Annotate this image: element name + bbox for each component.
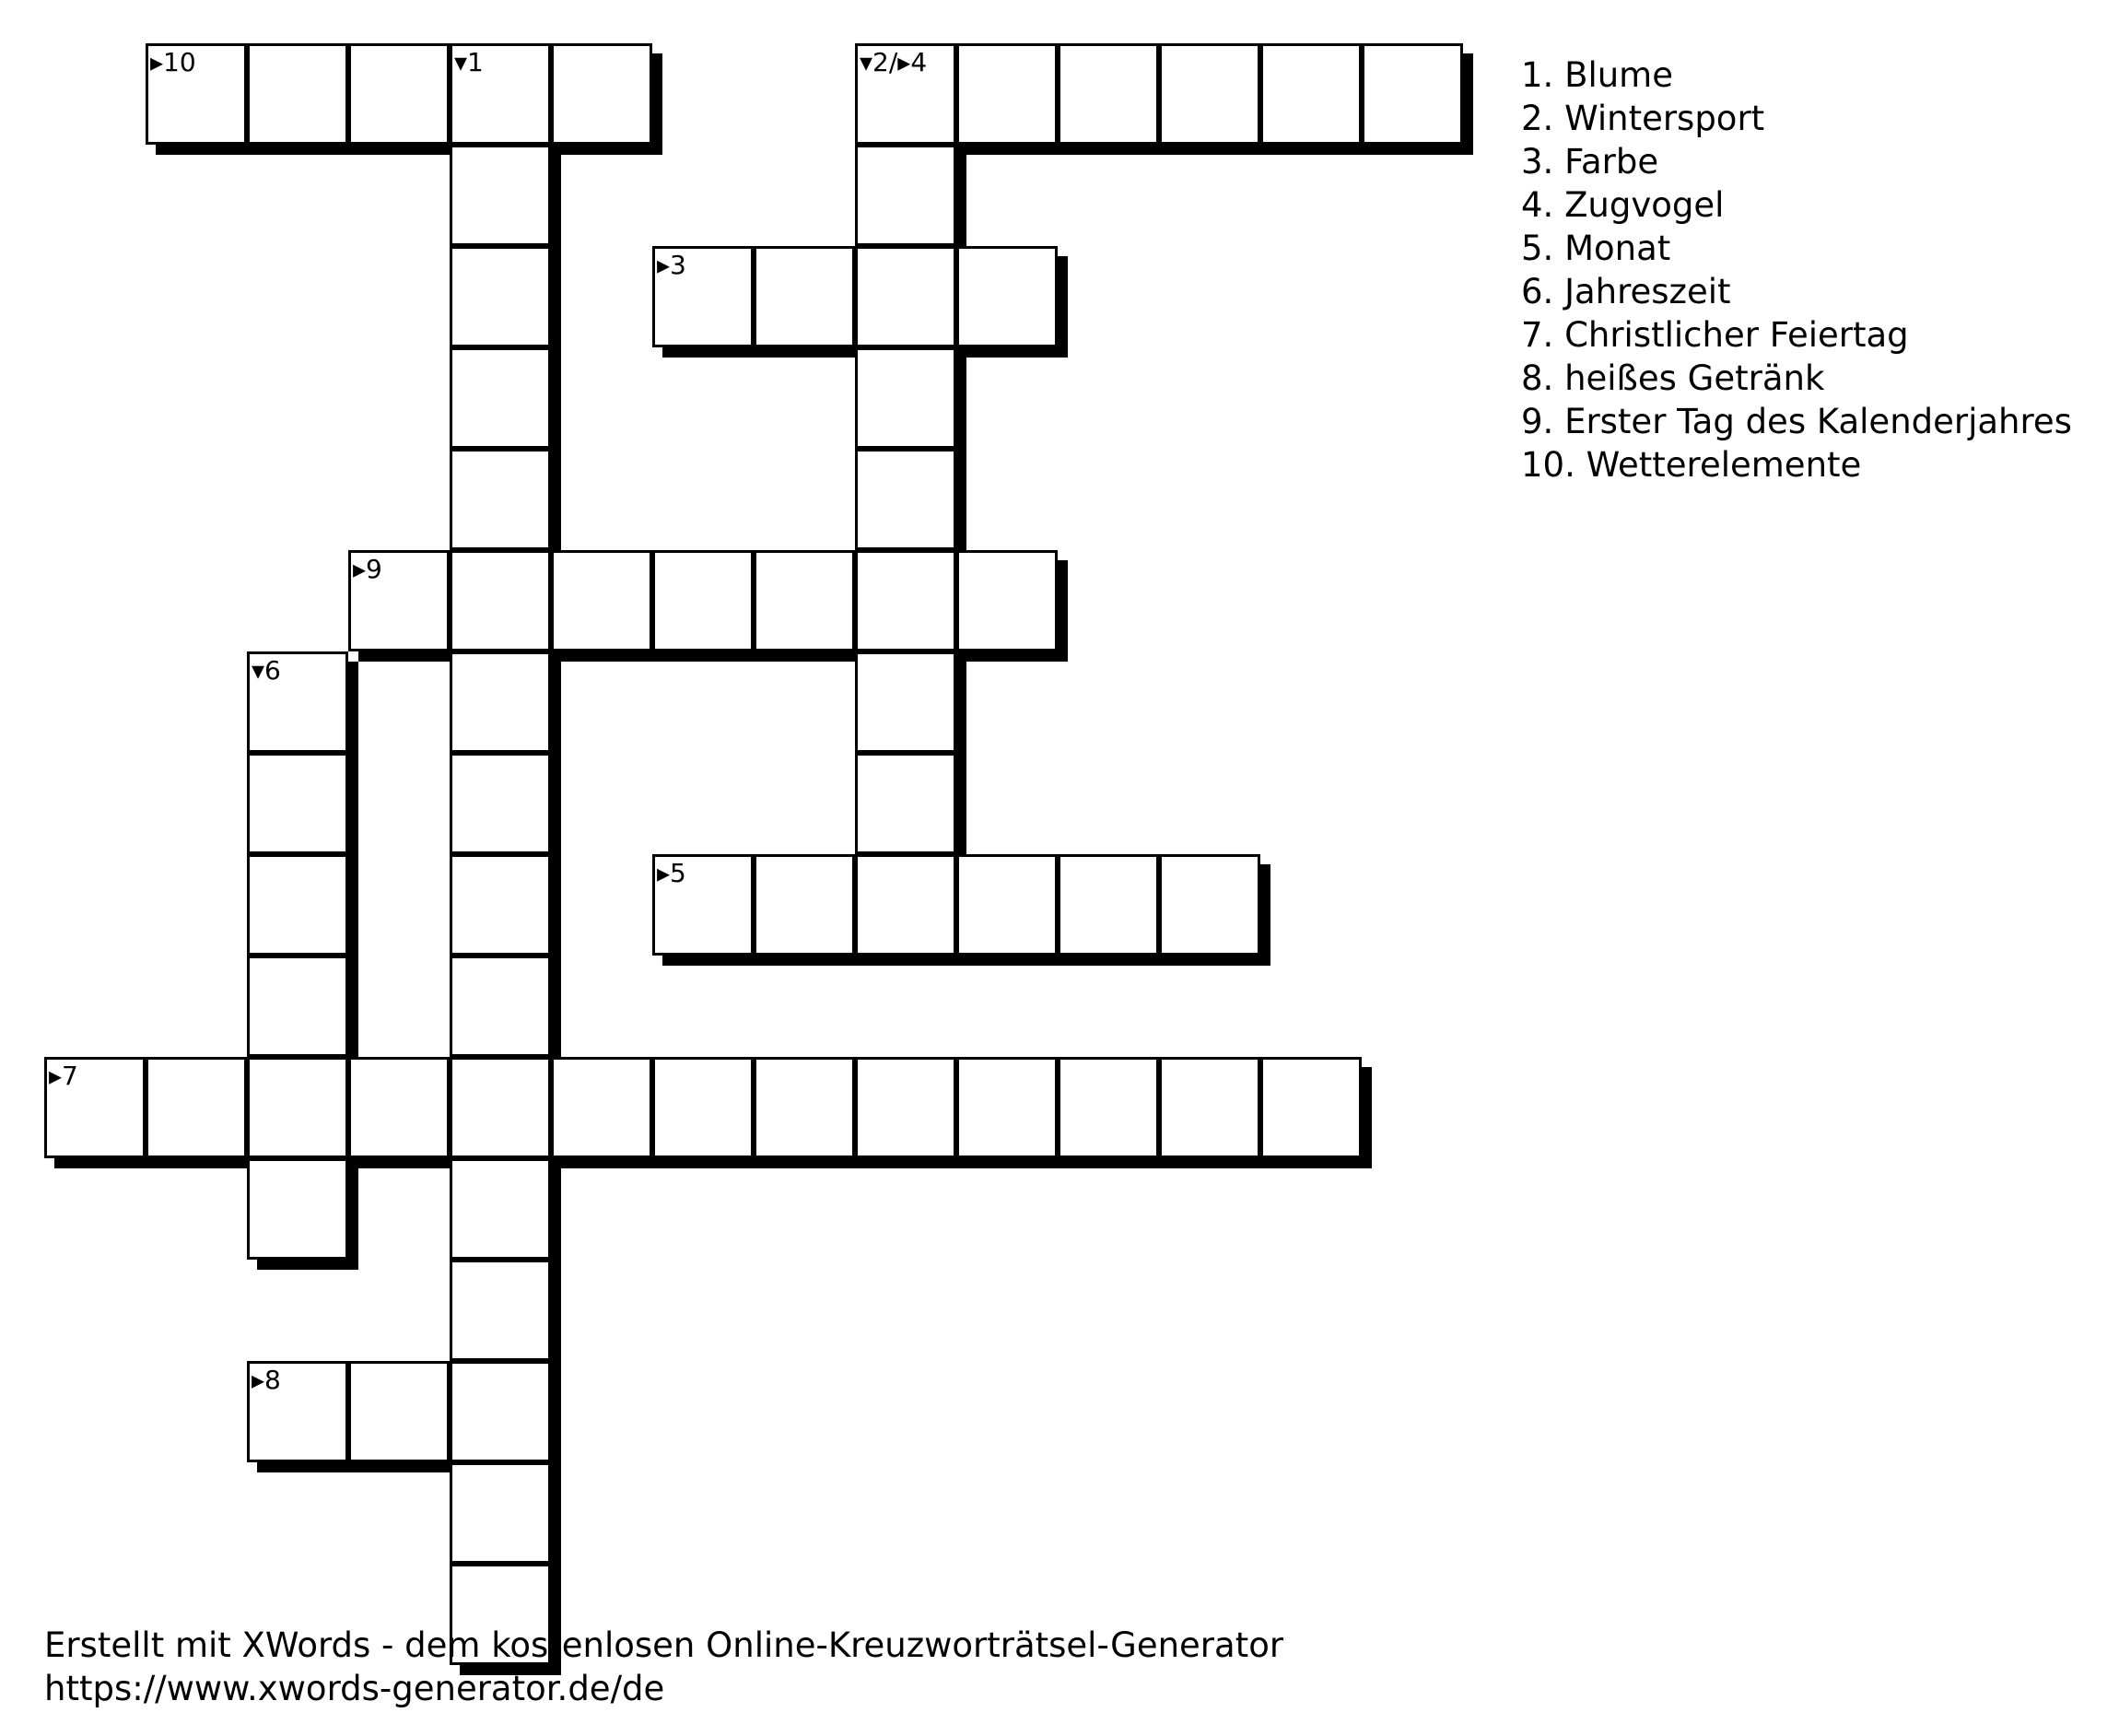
cell-shadow: [956, 459, 966, 560]
cell-shadow: [652, 53, 662, 155]
cell-shadow: [551, 1371, 561, 1472]
crossword-cell[interactable]: [450, 246, 551, 347]
cell-shadow: [1058, 256, 1068, 358]
cell-shadow: [551, 763, 561, 864]
cell-shadow: [551, 662, 561, 763]
cell-shadow: [551, 358, 561, 459]
cell-shadow: [1068, 956, 1169, 966]
crossword-cell[interactable]: [1058, 1057, 1159, 1158]
cell-shadow: [956, 358, 966, 459]
cell-shadow: [966, 145, 1068, 155]
crossword-cell[interactable]: [348, 550, 450, 651]
crossword-cell[interactable]: [247, 43, 348, 145]
cell-shadow: [348, 1168, 358, 1270]
crossword-cell[interactable]: [450, 1057, 551, 1158]
cell-shadow: [561, 145, 662, 155]
crossword-cell[interactable]: [1362, 43, 1463, 145]
crossword-cell[interactable]: [652, 550, 754, 651]
footer-credit: Erstellt mit XWords - dem kostenlosen Online-Kreuzworträtsel-Generator: [44, 1625, 1284, 1665]
cell-shadow: [764, 347, 865, 358]
cell-shadow: [348, 662, 358, 763]
cell-shadow: [966, 1158, 1068, 1168]
crossword-cell[interactable]: [956, 246, 1058, 347]
cell-shadow: [551, 155, 561, 256]
footer-url[interactable]: https://www.xwords-generator.de/de: [44, 1669, 665, 1708]
crossword-cell[interactable]: [450, 956, 551, 1057]
cell-shadow: [966, 651, 1068, 662]
crossword-cell[interactable]: [1260, 1057, 1362, 1158]
crossword-cell[interactable]: [754, 854, 855, 956]
clue-number-label: ▸10: [150, 47, 196, 77]
cell-shadow: [865, 956, 966, 966]
clue-item: 4. Zugvogel: [1521, 185, 1725, 225]
crossword-cell[interactable]: [652, 1057, 754, 1158]
crossword-cell[interactable]: [146, 43, 247, 145]
cell-shadow: [956, 155, 966, 256]
cell-shadow: [348, 763, 358, 864]
footer: [44, 1624, 1283, 1710]
cell-shadow: [764, 1158, 865, 1168]
cell-shadow: [551, 1270, 561, 1371]
cell-shadow: [1068, 145, 1169, 155]
crossword-cell[interactable]: [1058, 43, 1159, 145]
crossword-cell[interactable]: [551, 1057, 652, 1158]
cell-shadow: [764, 651, 865, 662]
crossword-cell[interactable]: [1159, 854, 1260, 956]
crossword-cell[interactable]: [652, 246, 754, 347]
clue-number-label: ▸8: [252, 1365, 281, 1395]
crossword-cell[interactable]: [855, 854, 956, 956]
cell-shadow: [54, 1158, 156, 1168]
clue-number-label: ▸5: [657, 858, 686, 888]
clue-item: 9. Erster Tag des Kalenderjahres: [1521, 402, 2072, 441]
crossword-cell[interactable]: [956, 550, 1058, 651]
crossword-cell[interactable]: [450, 550, 551, 651]
crossword-cell[interactable]: [348, 1057, 450, 1158]
cell-shadow: [662, 1158, 764, 1168]
clue-item: 1. Blume: [1521, 55, 1673, 95]
clue-list: [1521, 53, 2072, 487]
crossword-cell[interactable]: [1058, 854, 1159, 956]
cell-shadow: [956, 763, 966, 864]
cell-shadow: [358, 145, 460, 155]
cell-shadow: [1068, 1158, 1169, 1168]
cell-shadow: [156, 145, 257, 155]
crossword-cell[interactable]: [247, 854, 348, 956]
crossword-cell[interactable]: [348, 43, 450, 145]
crossword-cell[interactable]: [956, 854, 1058, 956]
cell-shadow: [1270, 145, 1372, 155]
cell-shadow: [1260, 864, 1270, 966]
crossword-cell[interactable]: [450, 753, 551, 854]
cell-shadow: [561, 651, 662, 662]
cell-shadow: [966, 956, 1068, 966]
crossword-cell[interactable]: [450, 43, 551, 145]
clue-item: 5. Monat: [1521, 229, 1671, 268]
crossword-cell[interactable]: [247, 1361, 348, 1462]
cell-shadow: [257, 145, 358, 155]
crossword-cell[interactable]: [348, 1361, 450, 1462]
cell-shadow: [1270, 1158, 1372, 1168]
clue-number-label: ▸9: [353, 554, 382, 584]
crossword-cell[interactable]: [754, 1057, 855, 1158]
crossword-cell[interactable]: [855, 145, 956, 246]
crossword-cell[interactable]: [44, 1057, 146, 1158]
cell-shadow: [551, 1168, 561, 1270]
clue-number-label: ▸3: [657, 250, 686, 280]
crossword-cell[interactable]: [855, 550, 956, 651]
crossword-cell[interactable]: [1260, 43, 1362, 145]
cell-shadow: [257, 1462, 358, 1472]
crossword-cell[interactable]: [247, 753, 348, 854]
cell-shadow: [156, 1158, 257, 1168]
cell-shadow: [358, 651, 460, 662]
crossword-cell[interactable]: [855, 753, 956, 854]
cell-shadow: [348, 966, 358, 1067]
crossword-cell[interactable]: [551, 550, 652, 651]
clue-item: 6. Jahreszeit: [1521, 272, 1731, 311]
clue-item: 7. Christlicher Feiertag: [1521, 315, 1909, 355]
crossword-cell[interactable]: [450, 1260, 551, 1361]
crossword-cell[interactable]: [146, 1057, 247, 1158]
cell-shadow: [561, 1158, 662, 1168]
cell-shadow: [1058, 560, 1068, 662]
cell-shadow: [257, 1260, 358, 1270]
crossword-cell[interactable]: [450, 1462, 551, 1564]
clue-item: 8. heißes Getränk: [1521, 358, 1825, 398]
cell-shadow: [1362, 1067, 1372, 1168]
cell-shadow: [358, 1462, 460, 1472]
cell-shadow: [865, 1158, 966, 1168]
crossword-cell[interactable]: [247, 1158, 348, 1260]
crossword-cell[interactable]: [754, 550, 855, 651]
crossword-cell[interactable]: [956, 43, 1058, 145]
cell-shadow: [662, 956, 764, 966]
crossword-cell[interactable]: [956, 1057, 1058, 1158]
cell-shadow: [551, 864, 561, 966]
cell-shadow: [662, 651, 764, 662]
cell-shadow: [1169, 1158, 1270, 1168]
clue-number-label: ▾6: [252, 655, 281, 686]
crossword-cell[interactable]: [551, 43, 652, 145]
cell-shadow: [551, 459, 561, 560]
cell-shadow: [348, 864, 358, 966]
crossword-cell[interactable]: [450, 1361, 551, 1462]
clue-item: 2. Wintersport: [1521, 99, 1765, 138]
cell-shadow: [551, 1472, 561, 1574]
cell-shadow: [1169, 145, 1270, 155]
cell-shadow: [551, 966, 561, 1067]
cell-shadow: [764, 956, 865, 966]
clue-number-label: ▸7: [49, 1061, 78, 1091]
crossword-cell[interactable]: [450, 854, 551, 956]
cell-shadow: [956, 662, 966, 763]
crossword-cell[interactable]: [450, 449, 551, 550]
crossword-cell[interactable]: [247, 1057, 348, 1158]
cell-shadow: [662, 347, 764, 358]
cell-shadow: [1372, 145, 1473, 155]
crossword-cell[interactable]: [754, 246, 855, 347]
crossword-cell[interactable]: [247, 956, 348, 1057]
crossword-cell[interactable]: [855, 347, 956, 449]
crossword-cell[interactable]: [450, 347, 551, 449]
crossword-cell[interactable]: [855, 1057, 956, 1158]
crossword-cell[interactable]: [855, 246, 956, 347]
cell-shadow: [358, 1158, 460, 1168]
cell-shadow: [1463, 53, 1473, 155]
crossword-cell[interactable]: [1159, 1057, 1260, 1158]
crossword-cell[interactable]: [855, 449, 956, 550]
crossword-cell[interactable]: [450, 1158, 551, 1260]
crossword-cell[interactable]: [450, 651, 551, 753]
crossword-cell[interactable]: [855, 43, 956, 145]
crossword-cell[interactable]: [247, 651, 348, 753]
crossword-cell[interactable]: [855, 651, 956, 753]
clue-number-label: ▾1: [454, 47, 484, 77]
cell-shadow: [1169, 956, 1270, 966]
crossword-cell[interactable]: [450, 145, 551, 246]
crossword-cell[interactable]: [1159, 43, 1260, 145]
clue-item: 10. Wetterelemente: [1521, 445, 1862, 485]
clue-number-label: ▾2/▸4: [860, 47, 928, 77]
crossword-cell[interactable]: [652, 854, 754, 956]
clue-item: 3. Farbe: [1521, 142, 1659, 182]
cell-shadow: [966, 347, 1068, 358]
cell-shadow: [551, 256, 561, 358]
